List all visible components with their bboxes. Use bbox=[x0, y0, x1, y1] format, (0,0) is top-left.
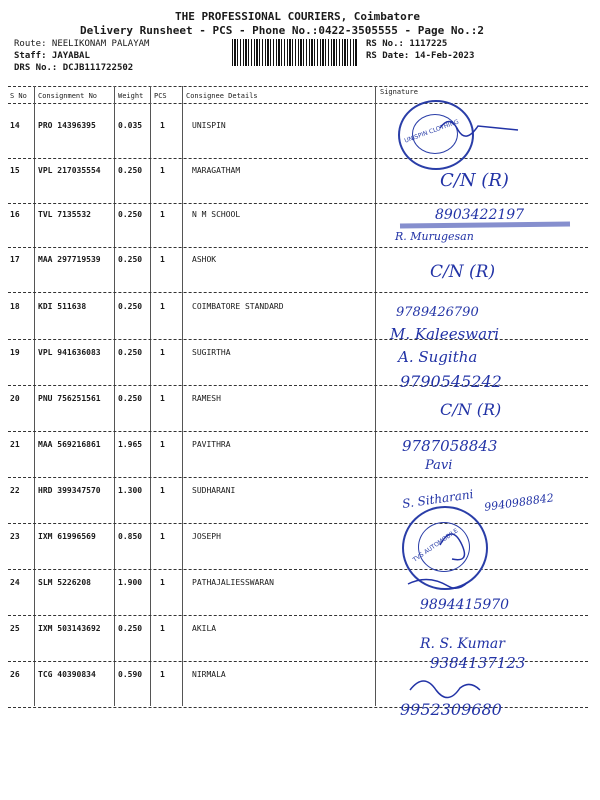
handwritten-phone: 9952309680 bbox=[400, 700, 502, 719]
cell-consignment: IXM 503143692 bbox=[38, 624, 101, 633]
cell-weight: 0.250 bbox=[118, 210, 143, 219]
cell-consignment: TVL 7135532 bbox=[38, 210, 91, 219]
col-consignee: Consignee Details bbox=[186, 92, 258, 100]
cell-consignee: SUGIRTHA bbox=[192, 348, 231, 357]
handwritten-name: S. Sitharani bbox=[401, 487, 475, 511]
handwritten-name: A. Sugitha bbox=[398, 348, 478, 366]
handwritten-note: C/N (R) bbox=[430, 262, 496, 282]
cell-consignment: IXM 61996569 bbox=[38, 532, 96, 541]
cell-weight: 0.250 bbox=[118, 348, 143, 357]
cell-weight: 0.850 bbox=[118, 532, 143, 541]
cell-pcs: 1 bbox=[160, 532, 165, 541]
company-title: THE PROFESSIONAL COURIERS, Coimbatore bbox=[175, 10, 421, 23]
cell-weight: 1.300 bbox=[118, 486, 143, 495]
cell-consignee: UNISPIN bbox=[192, 121, 226, 130]
cell-consignment: VPL 217035554 bbox=[38, 166, 101, 175]
cell-pcs: 1 bbox=[160, 440, 165, 449]
cell-consignee: PATHAJALIESSWARAN bbox=[192, 578, 274, 587]
cell-sno: 14 bbox=[10, 121, 20, 130]
cell-consignment: TCG 40390834 bbox=[38, 670, 96, 679]
cell-weight: 0.035 bbox=[118, 121, 143, 130]
handwritten-phone: 9789426790 bbox=[396, 305, 479, 320]
col-pcs: PCS bbox=[154, 92, 167, 100]
cell-consignment: MAA 297719539 bbox=[38, 255, 101, 264]
cell-pcs: 1 bbox=[160, 302, 165, 311]
col-sno: S No bbox=[10, 92, 27, 100]
cell-pcs: 1 bbox=[160, 486, 165, 495]
cell-pcs: 1 bbox=[160, 348, 165, 357]
drs-label: DRS No.: DCJB111722502 bbox=[14, 63, 134, 73]
cell-sno: 24 bbox=[10, 578, 20, 587]
cell-pcs: 1 bbox=[160, 255, 165, 264]
cell-sno: 16 bbox=[10, 210, 20, 219]
handwritten-note: C/N (R) bbox=[440, 170, 509, 191]
handwritten-note: C/N (R) bbox=[440, 400, 502, 419]
cell-consignment: SLM 5226208 bbox=[38, 578, 91, 587]
runsheet-subtitle: Delivery Runsheet - PCS - Phone No.:0422-3505555 - Page No.:2 bbox=[80, 24, 484, 37]
cell-consignment: MAA 569216861 bbox=[38, 440, 101, 449]
handwritten-phone: 9940988842 bbox=[483, 491, 555, 514]
route-label: Route: NEELIKONAM PALAYAM bbox=[14, 39, 150, 49]
cell-weight: 0.250 bbox=[118, 302, 143, 311]
handwritten-phone: 9894415970 bbox=[420, 597, 510, 613]
cell-consignee: SUDHARANI bbox=[192, 486, 236, 495]
col-signature: Signature bbox=[380, 88, 418, 96]
cell-consignment: HRD 399347570 bbox=[38, 486, 101, 495]
cell-weight: 0.250 bbox=[118, 624, 143, 633]
handwritten-signature: Pavi bbox=[425, 458, 453, 473]
cell-sno: 21 bbox=[10, 440, 20, 449]
cell-consignee: NIRMALA bbox=[192, 670, 226, 679]
cell-pcs: 1 bbox=[160, 210, 165, 219]
cell-consignment: KDI 511638 bbox=[38, 302, 87, 311]
company-stamp: TVS AUTOMOBILE bbox=[402, 506, 488, 590]
handwritten-phone: 9384137123 bbox=[430, 654, 526, 672]
staff-label: Staff: JAYABAL bbox=[14, 51, 90, 61]
handwritten-phone: 9787058843 bbox=[402, 437, 498, 455]
company-stamp: UNISPIN CLOTHING bbox=[398, 100, 474, 170]
cell-weight: 1.965 bbox=[118, 440, 143, 449]
cell-sno: 25 bbox=[10, 624, 20, 633]
cell-sno: 18 bbox=[10, 302, 20, 311]
cell-weight: 1.900 bbox=[118, 578, 143, 587]
handwritten-phone: 9790545242 bbox=[400, 372, 502, 391]
cell-pcs: 1 bbox=[160, 394, 165, 403]
cell-sno: 19 bbox=[10, 348, 20, 357]
handwritten-name: M. Kaleeswari bbox=[390, 325, 500, 343]
cell-consignee: N M SCHOOL bbox=[192, 210, 241, 219]
rs-date-label: RS Date: 14-Feb-2023 bbox=[366, 51, 475, 61]
cell-consignee: PAVITHRA bbox=[192, 440, 231, 449]
cell-pcs: 1 bbox=[160, 624, 165, 633]
cell-sno: 17 bbox=[10, 255, 20, 264]
cell-pcs: 1 bbox=[160, 121, 165, 130]
cell-consignment: PNU 756251561 bbox=[38, 394, 101, 403]
cell-consignee: MARAGATHAM bbox=[192, 166, 241, 175]
handwritten-phone: 8903422197 bbox=[435, 207, 525, 223]
cell-weight: 0.590 bbox=[118, 670, 143, 679]
rs-no-label: RS No.: 1117225 bbox=[366, 39, 448, 49]
col-consignment: Consignment No bbox=[38, 92, 98, 100]
col-weight: Weight bbox=[118, 92, 144, 100]
cell-pcs: 1 bbox=[160, 578, 165, 587]
cell-sno: 15 bbox=[10, 166, 20, 175]
handwritten-name: R. Murugesan bbox=[395, 230, 474, 243]
cell-consignee: COIMBATORE STANDARD bbox=[192, 302, 284, 311]
cell-consignee: ASHOK bbox=[192, 255, 217, 264]
cell-sno: 26 bbox=[10, 670, 20, 679]
cell-weight: 0.250 bbox=[118, 394, 143, 403]
cell-consignee: RAMESH bbox=[192, 394, 221, 403]
cell-consignment: PRO 14396395 bbox=[38, 121, 96, 130]
cell-weight: 0.250 bbox=[118, 166, 143, 175]
cell-consignee: AKILA bbox=[192, 624, 217, 633]
cell-consignment: VPL 941636083 bbox=[38, 348, 101, 357]
cell-weight: 0.250 bbox=[118, 255, 143, 264]
cell-sno: 20 bbox=[10, 394, 20, 403]
cell-pcs: 1 bbox=[160, 166, 165, 175]
cell-pcs: 1 bbox=[160, 670, 165, 679]
cell-sno: 23 bbox=[10, 532, 20, 541]
cell-consignee: JOSEPH bbox=[192, 532, 221, 541]
handwritten-name: R. S. Kumar bbox=[420, 636, 505, 652]
cell-sno: 22 bbox=[10, 486, 20, 495]
